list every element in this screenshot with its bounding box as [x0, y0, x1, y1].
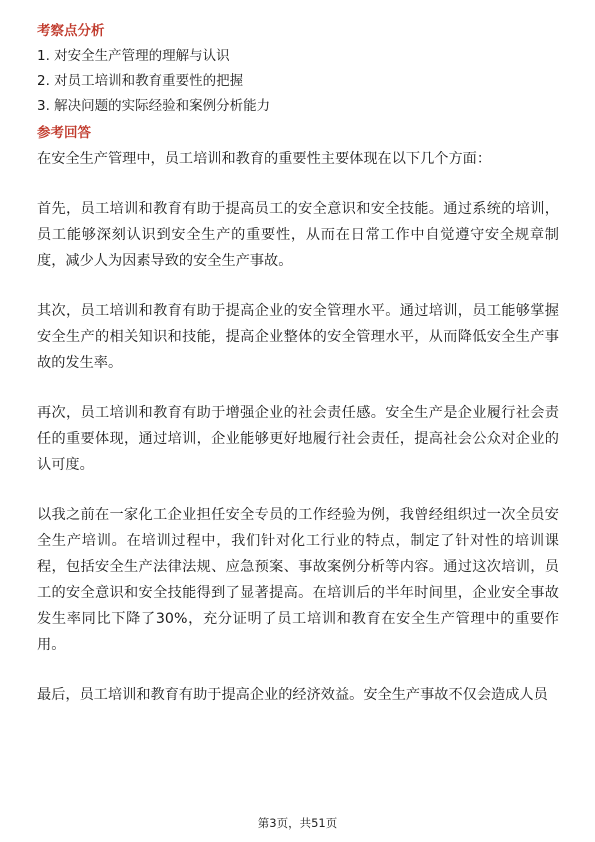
- answer-paragraph-last: 最后，员工培训和教育有助于提高企业的经济效益。安全生产事故不仅会造成人员: [37, 687, 548, 703]
- answer-paragraph-second: 其次，员工培训和教育有助于提高企业的安全管理水平。通过培训，员工能够掌握安全生产的相关知识和技能，提高企业整体的安全管理水平，从而降低安全生产事故的发生率。: [37, 303, 559, 371]
- analysis-item: 3. 解决问题的实际经验和案例分析能力: [37, 98, 271, 114]
- answer-paragraph-case-study: 以我之前在一家化工企业担任安全专员的工作经验为例，我曾经组织过一次全员安全生产培训。在培训过程中，我们针对化工行业的特点，制定了针对性的培训课程，包括安全生产法律法规、应急预案、事故案例分析等内容。通过这次培训，员工的安全意识和安全技能得到了显著提高。在培训后的半年时间里，企业安全事故发生率同比下降了30%，充分证明了员工培训和教育在安全生产管理中的重要作用。: [37, 507, 559, 653]
- answer-paragraph-third: 再次，员工培训和教育有助于增强企业的社会责任感。安全生产是企业履行社会责任的重要体现，通过培训，企业能够更好地履行社会责任，提高社会公众对企业的认可度。: [37, 405, 559, 473]
- analysis-item: 1. 对安全生产管理的理解与认识: [37, 48, 230, 64]
- paragraph-spacer: [37, 376, 559, 400]
- analysis-list: [37, 47, 559, 115]
- answer-paragraph-first: 首先，员工培训和教育有助于提高员工的安全意识和安全技能。通过系统的培训，员工能够深刻认识到安全生产的重要性，从而在日常工作中自觉遵守安全规章制度，减少人为因素导致的安全生产事故。: [37, 201, 559, 269]
- answer-intro: 在安全生产管理中，员工培训和教育的重要性主要体现在以下几个方面：: [37, 151, 492, 167]
- paragraph-spacer: [37, 658, 559, 682]
- analysis-heading: 考察点分析: [37, 23, 105, 39]
- page-number-footer: 第3页，共51页: [257, 816, 338, 830]
- analysis-item: 2. 对员工培训和教育重要性的把握: [37, 73, 244, 89]
- paragraph-spacer: [37, 274, 559, 298]
- paragraph-spacer: [37, 478, 559, 502]
- paragraph-spacer: [37, 172, 559, 196]
- answer-heading: 参考回答: [37, 125, 91, 141]
- page-content: [37, 20, 559, 708]
